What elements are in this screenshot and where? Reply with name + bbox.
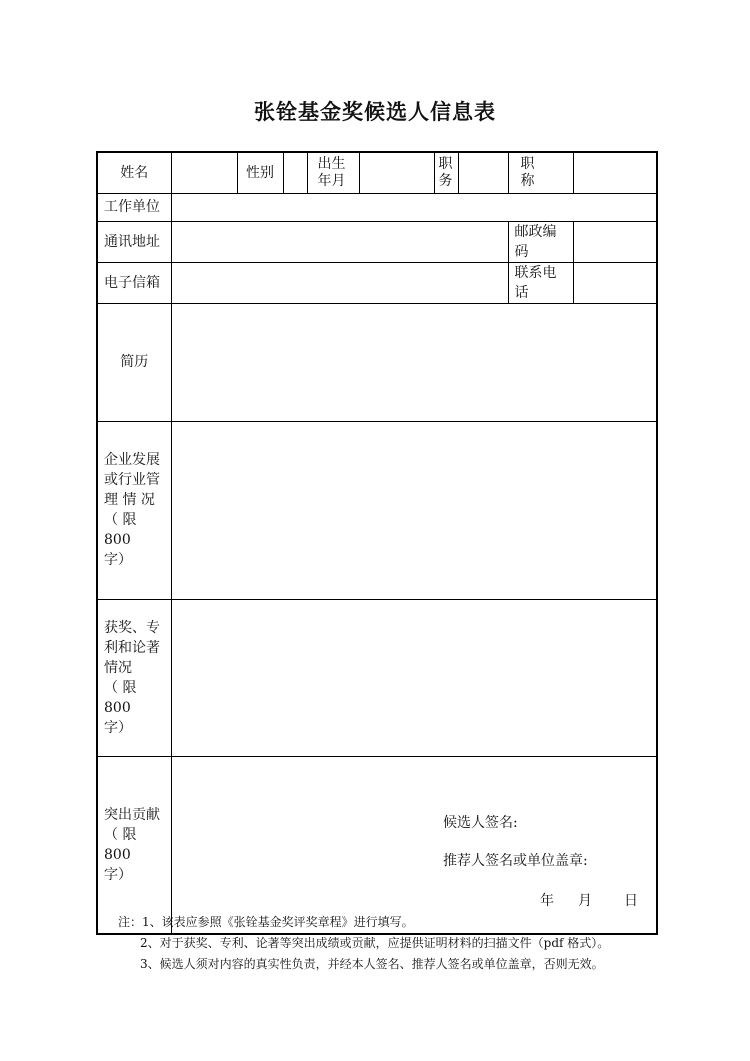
professional-title-field[interactable] [573, 152, 657, 193]
note-2: 2、对于获奖、专利、论著等突出成绩或贡献，应提供证明材料的扫描文件（pdf 格式）。 [140, 936, 610, 950]
birth-date-field[interactable] [359, 152, 434, 193]
recommender-signature-label: 推荐人签名或单位盖章: [443, 853, 588, 869]
enterprise-label [97, 421, 171, 599]
email-row [97, 262, 657, 303]
month-label: 月 [578, 893, 592, 909]
enterprise-label-line5: 字） [104, 552, 132, 568]
phone-label: 联系电话 [508, 262, 573, 303]
contribution-label-line3: 字） [104, 866, 132, 883]
awards-label-line1: 获奖、专 [104, 619, 160, 636]
birth-label-line2: 年月 [317, 172, 346, 189]
awards-row [97, 599, 657, 756]
contribution-label-line2: （ 限 800 [104, 826, 137, 863]
work-unit-label: 工作单位 [97, 193, 171, 221]
resume-row [97, 303, 657, 421]
address-row [97, 221, 657, 262]
address-label: 通讯地址 [97, 221, 171, 262]
resume-field[interactable] [171, 303, 657, 421]
enterprise-label-line4: （ 限 800 [104, 512, 137, 548]
day-label: 日 [624, 893, 638, 909]
email-field[interactable] [171, 262, 508, 303]
name-field[interactable] [171, 152, 237, 193]
work-unit-row [97, 193, 657, 221]
birth-date-label [307, 152, 359, 193]
enterprise-row [97, 421, 657, 599]
awards-field[interactable] [171, 599, 657, 756]
gender-label: 性别 [237, 152, 283, 193]
title-label-line2: 称 [520, 172, 535, 189]
postcode-field[interactable] [573, 221, 657, 262]
position-field[interactable] [458, 152, 508, 193]
note-1: 注：1、该表应参照《张铨基金奖评奖章程》进行填写。 [118, 915, 414, 929]
enterprise-field[interactable] [171, 421, 657, 599]
enterprise-label-line3: 理 情 况 [104, 492, 155, 508]
candidate-info-table [96, 151, 658, 935]
signature-date [540, 890, 638, 910]
basic-info-row [97, 152, 657, 193]
awards-label-line3: 情况 [104, 659, 132, 676]
contribution-label-line1: 突出贡献 [104, 806, 160, 823]
form-title: 张铨基金奖候选人信息表 [254, 100, 496, 124]
note-3: 3、候选人须对内容的真实性负责，并经本人签名、推荐人签名或单位盖章，否则无效。 [140, 957, 604, 971]
title-label-line1: 职 [520, 155, 535, 172]
awards-label-line5: 字） [104, 719, 132, 736]
enterprise-label-line1: 企业发展 [104, 452, 160, 468]
phone-field[interactable] [573, 262, 657, 303]
enterprise-label-line2: 或行业管 [104, 472, 160, 488]
awards-label [97, 599, 171, 756]
position-label [434, 152, 458, 193]
candidate-signature-label: 候选人签名: [443, 815, 518, 831]
awards-label-line2: 利和论著 [104, 639, 160, 656]
address-field[interactable] [171, 221, 508, 262]
name-label: 姓名 [97, 152, 171, 193]
contribution-label [97, 756, 171, 934]
professional-title-label [508, 152, 573, 193]
email-label: 电子信箱 [97, 262, 171, 303]
year-label: 年 [540, 893, 554, 909]
notes [118, 912, 678, 975]
position-label-line2: 务 [438, 172, 453, 189]
work-unit-field[interactable] [171, 193, 657, 221]
awards-label-line4: （ 限 800 [104, 679, 137, 716]
postcode-label: 邮政编码 [508, 221, 573, 262]
gender-field[interactable] [283, 152, 307, 193]
resume-label: 简历 [97, 303, 171, 421]
position-label-line1: 职 [438, 155, 453, 172]
birth-label-line1: 出生 [317, 155, 346, 172]
